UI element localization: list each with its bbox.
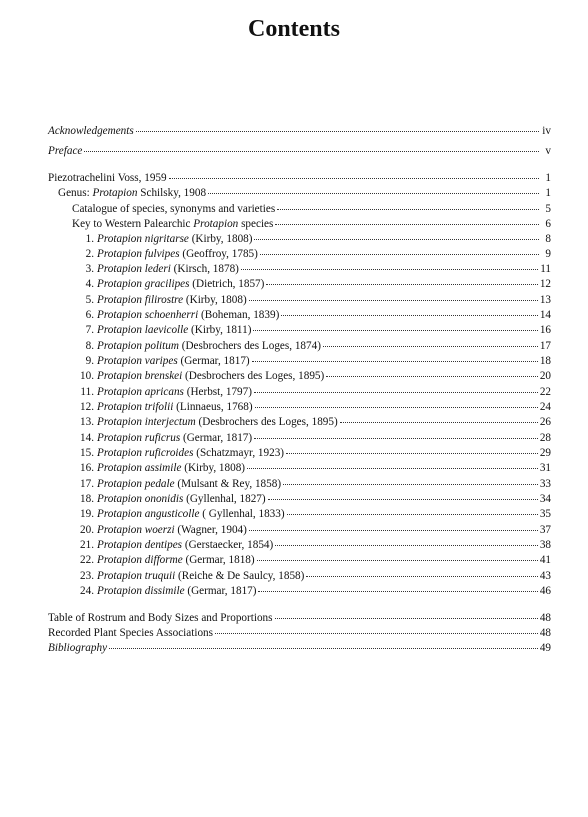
species-authority: (Linnaeus, 1768)	[173, 401, 253, 413]
toc-entry-species[interactable]	[78, 585, 551, 598]
page-number: 35	[539, 508, 551, 520]
dot-leader	[258, 591, 537, 592]
toc-entry-species[interactable]	[78, 570, 551, 583]
entry-label	[72, 218, 273, 231]
page-number: 48	[539, 627, 551, 639]
entry-label	[78, 324, 251, 337]
species-name: Protapion dentipes	[97, 539, 183, 551]
toc-entry-genus[interactable]	[58, 187, 551, 200]
dot-leader	[254, 239, 539, 240]
toc-entry-species[interactable]	[78, 524, 551, 537]
entry-label	[48, 172, 167, 185]
species-authority: (Geoffroy, 1785)	[179, 248, 258, 260]
species-authority: (Germar, 1818)	[182, 554, 255, 566]
species-number: 6.	[85, 309, 94, 321]
species-name: Protapion truquii	[97, 570, 176, 582]
dot-leader	[247, 468, 538, 469]
species-name: Protapion lederi	[97, 263, 171, 275]
page-number: 48	[539, 612, 551, 624]
entry-label	[78, 294, 247, 307]
dot-leader	[281, 315, 538, 316]
page-number: 33	[539, 478, 551, 490]
dot-leader	[253, 330, 537, 331]
species-authority: (Desbrochers des Loges, 1895)	[182, 370, 325, 382]
page-number: 1	[545, 172, 551, 184]
page-number: 29	[539, 447, 551, 459]
toc-entry-preface[interactable]	[48, 145, 551, 158]
dot-leader	[215, 633, 538, 634]
species-number: 4.	[85, 278, 94, 290]
page-number: 18	[539, 355, 551, 367]
species-number: 21.	[80, 539, 94, 551]
toc-entry-species[interactable]	[78, 508, 551, 521]
page-number: 49	[539, 642, 551, 654]
species-number: 2.	[85, 248, 94, 260]
species-name: Protapion varipes	[97, 355, 178, 367]
species-authority: (Kirby, 1811)	[188, 324, 252, 336]
species-name: Protapion apricans	[97, 386, 184, 398]
dot-leader	[323, 346, 538, 347]
toc-entry-species[interactable]	[78, 539, 551, 552]
species-number: 23.	[80, 570, 94, 582]
entry-label	[78, 432, 252, 445]
dot-leader	[136, 131, 539, 132]
entry-label	[78, 478, 281, 491]
species-authority: (Mulsant & Rey, 1858)	[174, 478, 282, 490]
species-number: 15.	[80, 447, 94, 459]
toc-entry-species[interactable]	[78, 554, 551, 567]
species-number: 11.	[80, 386, 94, 398]
toc-entry-species[interactable]	[78, 493, 551, 506]
toc-entry-species[interactable]	[78, 294, 551, 307]
page-number: 6	[545, 218, 551, 230]
entry-label	[78, 462, 245, 475]
toc-entry-species[interactable]	[78, 263, 551, 276]
entry-label	[78, 570, 304, 583]
page-number: 38	[539, 539, 551, 551]
entry-suffix: species	[238, 218, 274, 230]
species-name: Protapion ruficroides	[97, 447, 194, 459]
toc-entry-species[interactable]	[78, 386, 551, 399]
species-name: Protapion politum	[97, 340, 179, 352]
species-number: 24.	[80, 585, 94, 597]
species-name: Protapion difforme	[97, 554, 183, 566]
page-number: 16	[539, 324, 551, 336]
dot-leader	[268, 499, 538, 500]
entry-label	[48, 642, 107, 655]
entry-label	[48, 145, 82, 158]
dot-leader	[277, 209, 539, 210]
species-name: Protapion woerzi	[97, 524, 175, 536]
species-name: Protapion filirostre	[97, 294, 184, 306]
page-number: 13	[539, 294, 551, 306]
page-number: 43	[539, 570, 551, 582]
entry-label	[48, 627, 213, 640]
toc-entry-species[interactable]	[78, 416, 551, 429]
entry-label	[78, 355, 250, 368]
dot-leader	[266, 284, 537, 285]
page-number: 14	[539, 309, 551, 321]
dot-leader	[275, 545, 538, 546]
toc-entry-species[interactable]	[78, 233, 551, 246]
page-number: 28	[539, 432, 551, 444]
species-name: Protapion pedale	[97, 478, 175, 490]
entry-title: Preface	[48, 145, 83, 157]
toc-entry-catalogue[interactable]	[72, 203, 551, 216]
page-title: Contents	[247, 16, 340, 42]
species-authority: (Desbrochers des Loges, 1874)	[178, 340, 321, 352]
toc-entry-species[interactable]	[78, 462, 551, 475]
species-authority: (Germar, 1817)	[184, 585, 257, 597]
page-number: 11	[540, 263, 551, 275]
species-name: Protapion assimile	[97, 462, 182, 474]
dot-leader	[260, 254, 539, 255]
entry-label	[78, 340, 321, 353]
entry-label	[78, 278, 264, 291]
species-authority: (Gyllenhal, 1827)	[183, 493, 266, 505]
page-number: 1	[545, 187, 551, 199]
toc-entry-bibliography[interactable]	[48, 642, 551, 655]
entry-label	[78, 524, 247, 537]
entry-label	[78, 386, 252, 399]
toc-entry-species[interactable]	[78, 355, 551, 368]
dot-leader	[287, 514, 538, 515]
entry-title: Piezotrachelini Voss, 1959	[48, 172, 167, 184]
entry-label	[48, 612, 273, 625]
entry-title: Table of Rostrum and Body Sizes and Proportions	[48, 612, 273, 624]
entry-label	[78, 248, 258, 261]
species-authority: (Herbst, 1797)	[183, 386, 252, 398]
entry-label	[78, 263, 239, 276]
entry-label	[78, 585, 256, 598]
entry-label	[78, 493, 266, 506]
page-number: 9	[545, 248, 551, 260]
entry-title: Catalogue of species, synonyms and varieties	[72, 203, 276, 215]
page-number: v	[545, 145, 551, 157]
entry-authority: Schilsky, 1908	[137, 187, 207, 199]
species-authority: (Wagner, 1904)	[174, 524, 247, 536]
entry-prefix: Genus:	[58, 187, 93, 199]
species-number: 8.	[85, 340, 94, 352]
species-name: Protapion interjectum	[97, 416, 196, 428]
species-number: 7.	[85, 324, 94, 336]
page-number: 22	[539, 386, 551, 398]
species-authority: (Germar, 1817)	[177, 355, 250, 367]
species-authority: (Kirby, 1808)	[183, 294, 247, 306]
page-number: 24	[539, 401, 551, 413]
species-number: 19.	[80, 508, 94, 520]
entry-title: Bibliography	[48, 642, 108, 654]
species-name: Protapion dissimile	[97, 585, 185, 597]
page-number: 17	[539, 340, 551, 352]
toc-entry-plant-associations[interactable]	[48, 627, 551, 640]
toc-entry-species[interactable]	[78, 447, 551, 460]
species-authority: (Dietrich, 1857)	[189, 278, 265, 290]
species-number: 22.	[80, 554, 94, 566]
species-name: Protapion schoenherri	[97, 309, 199, 321]
dot-leader	[169, 178, 539, 179]
toc-entry-species[interactable]	[78, 432, 551, 445]
species-number: 3.	[85, 263, 94, 275]
toc-entry-species[interactable]	[78, 340, 551, 353]
toc-entry-species[interactable]	[78, 401, 551, 414]
species-number: 10.	[80, 370, 94, 382]
species-number: 1.	[85, 233, 94, 245]
dot-leader	[109, 648, 538, 649]
entry-label	[78, 309, 279, 322]
entry-label	[78, 401, 253, 414]
page-number: iv	[542, 125, 551, 137]
dot-leader	[340, 422, 538, 423]
species-name: Protapion angusticolle	[97, 508, 200, 520]
species-authority: (Boheman, 1839)	[198, 309, 280, 321]
page-number: 37	[539, 524, 551, 536]
genus-name: Protapion	[193, 218, 239, 230]
species-name: Protapion brenskei	[97, 370, 183, 382]
dot-leader	[249, 300, 538, 301]
species-number: 5.	[85, 294, 94, 306]
dot-leader	[326, 376, 538, 377]
species-number: 14.	[80, 432, 94, 444]
page-number: 41	[539, 554, 551, 566]
page-number: 5	[545, 203, 551, 215]
toc-entry-species[interactable]	[78, 370, 551, 383]
species-authority: (Desbrochers des Loges, 1895)	[195, 416, 338, 428]
toc-entry-species[interactable]	[78, 278, 551, 291]
dot-leader	[257, 560, 538, 561]
species-authority: (Gerstaecker, 1854)	[182, 539, 274, 551]
species-number: 16.	[80, 462, 94, 474]
entry-label	[78, 508, 285, 521]
dot-leader	[286, 453, 538, 454]
page-number: 46	[539, 585, 551, 597]
page-number: 20	[539, 370, 551, 382]
dot-leader	[254, 438, 538, 439]
dot-leader	[275, 224, 539, 225]
toc-entry-species[interactable]	[78, 309, 551, 322]
entry-label	[78, 447, 284, 460]
dot-leader	[241, 269, 538, 270]
dot-leader	[249, 530, 538, 531]
dot-leader	[254, 392, 538, 393]
entry-label	[78, 539, 273, 552]
species-authority: (Germar, 1817)	[180, 432, 253, 444]
dot-leader	[252, 361, 538, 362]
entry-label	[78, 416, 338, 429]
entry-title: Recorded Plant Species Associations	[48, 627, 213, 639]
dot-leader	[306, 576, 537, 577]
species-number: 13.	[80, 416, 94, 428]
dot-leader	[208, 193, 539, 194]
species-authority: (Kirsch, 1878)	[170, 263, 239, 275]
species-name: Protapion fulvipes	[97, 248, 180, 260]
page-number: 34	[539, 493, 551, 505]
species-number: 18.	[80, 493, 94, 505]
toc-entry-tribe[interactable]	[48, 172, 551, 185]
page-number: 26	[539, 416, 551, 428]
dot-leader	[84, 151, 539, 152]
toc-entry-species[interactable]	[78, 478, 551, 491]
species-number: 20.	[80, 524, 94, 536]
entry-label	[72, 203, 275, 216]
page-number: 8	[545, 233, 551, 245]
species-number: 9.	[85, 355, 94, 367]
toc-entry-species[interactable]	[78, 324, 551, 337]
toc-entry-species[interactable]	[78, 248, 551, 261]
entry-label	[78, 554, 255, 567]
species-name: Protapion ruficrus	[97, 432, 181, 444]
species-number: 17.	[80, 478, 94, 490]
species-name: Protapion laevicolle	[97, 324, 189, 336]
toc-entry-table[interactable]	[48, 612, 551, 625]
dot-leader	[255, 407, 538, 408]
entry-title: Acknowledgements	[48, 125, 134, 137]
entry-label	[78, 233, 252, 246]
toc-entry-acknowledgements[interactable]	[48, 125, 551, 138]
page-number: 31	[539, 462, 551, 474]
species-name: Protapion gracilipes	[97, 278, 190, 290]
dot-leader	[283, 484, 538, 485]
genus-name: Protapion	[92, 187, 138, 199]
dot-leader	[275, 618, 538, 619]
species-name: Protapion trifolii	[97, 401, 174, 413]
species-name: Protapion nigritarse	[97, 233, 189, 245]
species-authority: (Reiche & De Saulcy, 1858)	[175, 570, 305, 582]
species-number: 12.	[80, 401, 94, 413]
toc-entry-key[interactable]	[72, 218, 551, 231]
species-name: Protapion ononidis	[97, 493, 184, 505]
entry-prefix: Key to Western Palearchic	[72, 218, 194, 230]
page-number: 12	[539, 278, 551, 290]
entry-label	[58, 187, 206, 200]
entry-label	[78, 370, 324, 383]
species-authority: (Kirby, 1808)	[188, 233, 253, 245]
entry-label	[48, 125, 134, 138]
species-authority: (Schatzmayr, 1923)	[193, 447, 285, 459]
species-authority: ( Gyllenhal, 1833)	[199, 508, 285, 520]
species-authority: (Kirby, 1808)	[181, 462, 246, 474]
